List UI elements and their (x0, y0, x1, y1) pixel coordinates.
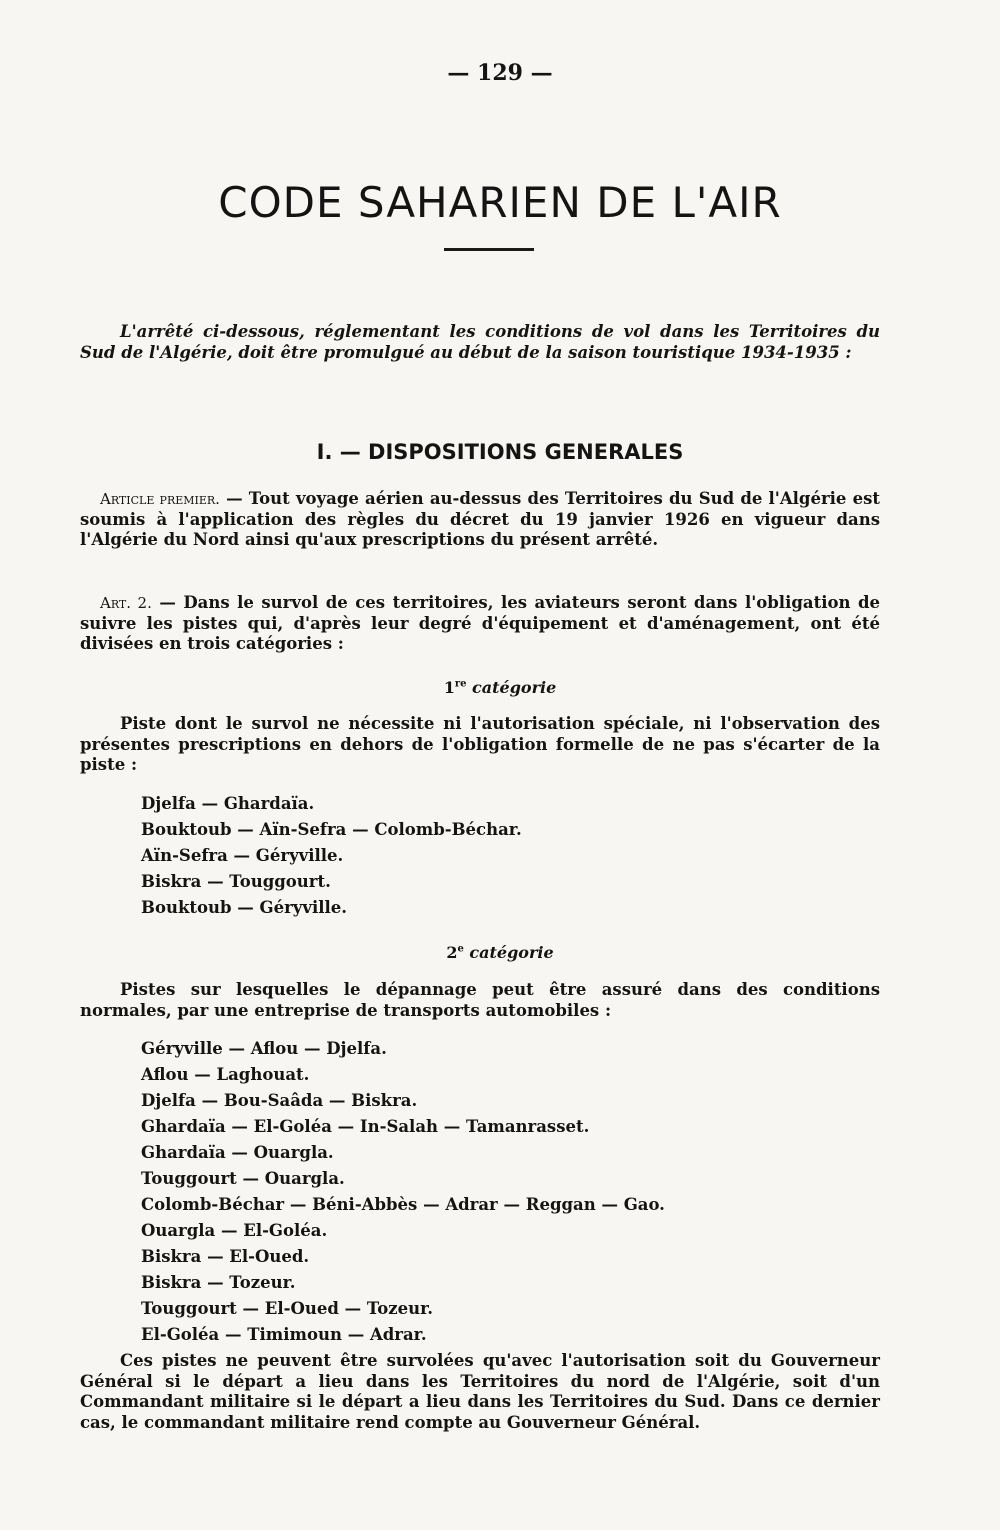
route-item: Biskra — Tozeur. (141, 1273, 296, 1292)
category-1-label: catégorie (466, 678, 557, 697)
page-title: CODE SAHARIEN DE L'AIR (218, 178, 782, 227)
category-1-number: 1 (443, 678, 455, 697)
category-1-heading (0, 678, 1000, 697)
page-number: — 129 — (447, 60, 553, 86)
title-underline-rule (444, 248, 534, 251)
category-1-route-list (141, 791, 522, 921)
category-2-label: catégorie (463, 943, 554, 962)
article-2-label: Art. 2. (100, 594, 152, 612)
closing-paragraph: Ces pistes ne peuvent être survolées qu'avec l'autorisation soit du Gouverneur Général si le départ a lieu dans les Territoires du nord de l'Algérie, soit d'un Commandant militaire si le départ a lieu dans les Territoires du Sud. Dans ce dernier cas, le commandant militaire rend compte au Gouverneur Général. (80, 1351, 880, 1432)
category-2-route-list (141, 1036, 665, 1348)
route-item: Aïn-Sefra — Géryville. (141, 846, 344, 865)
article-1-text: — Tout voyage aérien au-dessus des Territoires du Sud de l'Algérie est soumis à l'application des règles du décret du 19 janvier 1926 en vigueur dans l'Algérie du Nord ainsi qu'aux prescriptions du présent arrêté. (80, 489, 880, 549)
article-1-paragraph (80, 489, 880, 551)
route-item: El-Goléa — Timimoun — Adrar. (141, 1325, 427, 1344)
intro-paragraph: L'arrêté ci-dessous, réglementant les conditions de vol dans les Territoires du Sud de l'Algérie, doit être promulgué au début de la saison touristique 1934-1935 : (80, 322, 880, 362)
category-2-number: 2 (446, 943, 458, 962)
category-1-description: Piste dont le survol ne nécessite ni l'autorisation spéciale, ni l'observation des présentes prescriptions en dehors de l'obligation formelle de ne pas s'écarter de la piste : (80, 714, 880, 774)
route-item: Ghardaïa — Ouargla. (141, 1143, 334, 1162)
route-item: Djelfa — Ghardaïa. (141, 794, 315, 813)
category-2-description: Pistes sur lesquelles le dépannage peut être assuré dans des conditions normales, par une entreprise de transports automobiles : (80, 980, 880, 1020)
route-item: Biskra — El-Oued. (141, 1247, 310, 1266)
article-2-text: — Dans le survol de ces territoires, les aviateurs seront dans l'obligation de suivre les pistes qui, d'après leur degré d'équipement et d'aménagement, ont été divisées en trois catégories : (80, 593, 880, 653)
category-1-suffix: re (454, 678, 467, 690)
article-1-label: Article premier. (100, 490, 220, 508)
route-item: Touggourt — Ouargla. (141, 1169, 345, 1188)
route-item: Géryville — Aflou — Djelfa. (141, 1039, 387, 1058)
route-item: Bouktoub — Géryville. (141, 898, 348, 917)
route-item: Djelfa — Bou-Saâda — Biskra. (141, 1091, 418, 1110)
category-2-heading (0, 943, 1000, 962)
route-item: Ghardaïa — El-Goléa — In-Salah — Tamanrasset. (141, 1117, 590, 1136)
route-item: Touggourt — El-Oued — Tozeur. (141, 1299, 434, 1318)
route-item: Bouktoub — Aïn-Sefra — Colomb-Béchar. (141, 820, 522, 839)
route-item: Biskra — Touggourt. (141, 872, 331, 891)
route-item: Colomb-Béchar — Béni-Abbès — Adrar — Reggan — Gao. (141, 1195, 665, 1214)
route-item: Ouargla — El-Goléa. (141, 1221, 328, 1240)
category-2-suffix: e (457, 943, 464, 955)
section-heading: I. — DISPOSITIONS GENERALES (316, 440, 684, 464)
article-2-paragraph (80, 593, 880, 655)
route-item: Aflou — Laghouat. (141, 1065, 310, 1084)
